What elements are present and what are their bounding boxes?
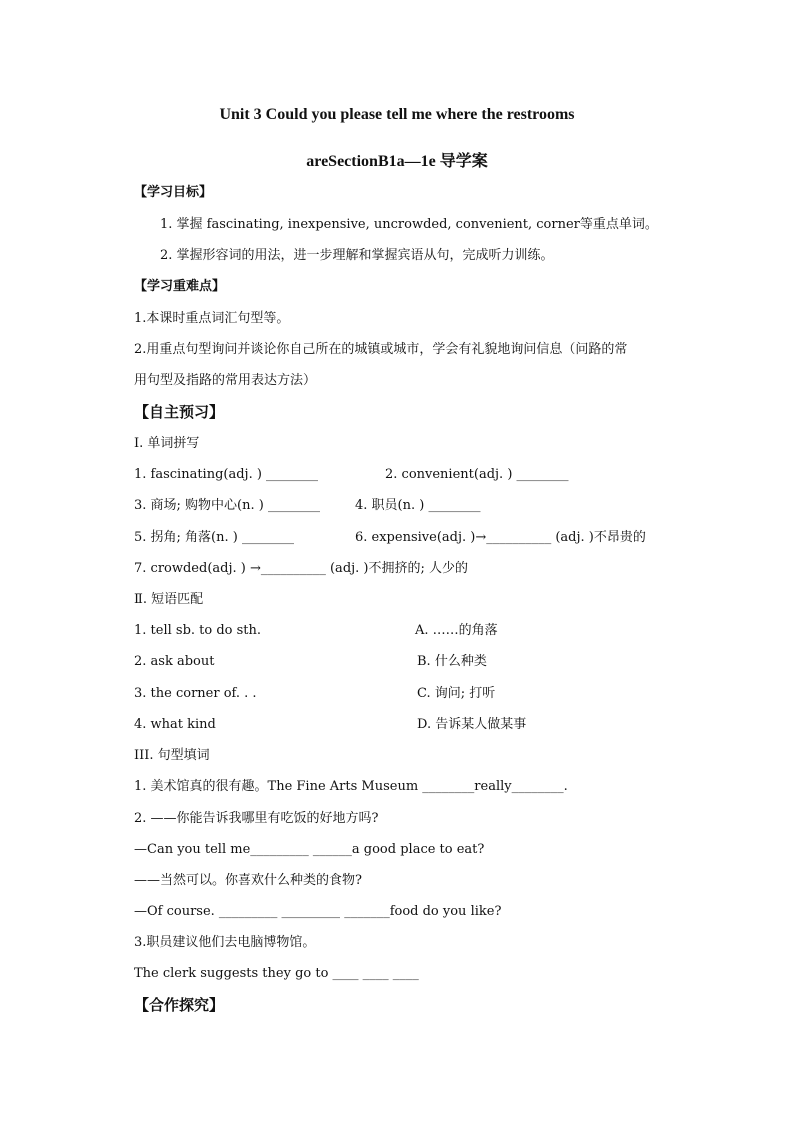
objectives-heading: 【学习目标】 — [134, 185, 213, 200]
key-points-heading: 【学习重难点】 — [134, 279, 226, 294]
fill-line: 3.职员建议他们去电脑博物馆。 — [134, 935, 316, 950]
matching-left-item: 3. the corner of. . . — [134, 686, 257, 701]
spelling-item: 3. 商场; 购物中心(n. ) ________ — [134, 498, 320, 513]
spelling-item: 2. convenient(adj. ) ________ — [385, 467, 569, 482]
page-title-line1: Unit 3 Could you please tell me where the restrooms — [219, 106, 575, 123]
matching-right-item: D. 告诉某人做某事 — [417, 717, 527, 732]
matching-right-item: A. ……的角落 — [415, 623, 498, 638]
matching-right-item: B. 什么种类 — [417, 654, 487, 669]
spelling-heading: Ⅰ. 单词拼写 — [134, 436, 200, 451]
spelling-item: 1. fascinating(adj. ) ________ — [134, 467, 319, 482]
objective-item: 2. 掌握形容词的用法，进一步理解和掌握宾语从句，完成听力训练。 — [160, 248, 554, 263]
matching-right-item: C. 询问; 打听 — [417, 686, 496, 701]
fill-line: ——当然可以。你喜欢什么种类的食物? — [134, 873, 362, 888]
objective-item: 1. 掌握 fascinating, inexpensive, uncrowded, convenient, corner等重点单词。 — [160, 217, 658, 232]
spelling-item: 7. crowded(adj. ) →__________ (adj. )不拥挤的; 人少的 — [134, 561, 469, 576]
spelling-item: 5. 拐角; 角落(n. ) ________ — [134, 530, 294, 545]
key-point-item: 1.本课时重点词汇句型等。 — [134, 311, 290, 326]
fill-line: —Can you tell me_________ ______a good place to eat? — [134, 842, 485, 857]
preview-heading: 【自主预习】 — [134, 403, 225, 421]
matching-left-item: 2. ask about — [134, 654, 215, 669]
key-point-item: 用句型及指路的常用表达方法） — [134, 373, 317, 388]
key-point-item: 2.用重点句型询问并谈论你自己所在的城镇或城市，学会有礼貌地询问信息（问路的常 — [134, 342, 628, 357]
matching-left-item: 1. tell sb. to do sth. — [134, 623, 262, 638]
fill-heading: III. 句型填词 — [134, 748, 210, 763]
spelling-item: 4. 职员(n. ) ________ — [355, 498, 481, 513]
page-title-line2: areSectionB1a—1e 导学案 — [306, 153, 488, 170]
cooperation-heading: 【合作探究】 — [134, 996, 225, 1014]
matching-heading: Ⅱ. 短语匹配 — [134, 592, 204, 607]
fill-line: —Of course. _________ _________ _______food do you like? — [134, 904, 502, 919]
spelling-item: 6. expensive(adj. )→__________ (adj. )不昂贵的 — [355, 530, 646, 545]
matching-left-item: 4. what kind — [134, 717, 216, 732]
fill-line: 2. ——你能告诉我哪里有吃饭的好地方吗? — [134, 811, 379, 826]
fill-line: The clerk suggests they go to ____ ____ ____ — [134, 966, 419, 981]
fill-line: 1. 美术馆真的很有趣。The Fine Arts Museum ________really________. — [134, 779, 568, 794]
